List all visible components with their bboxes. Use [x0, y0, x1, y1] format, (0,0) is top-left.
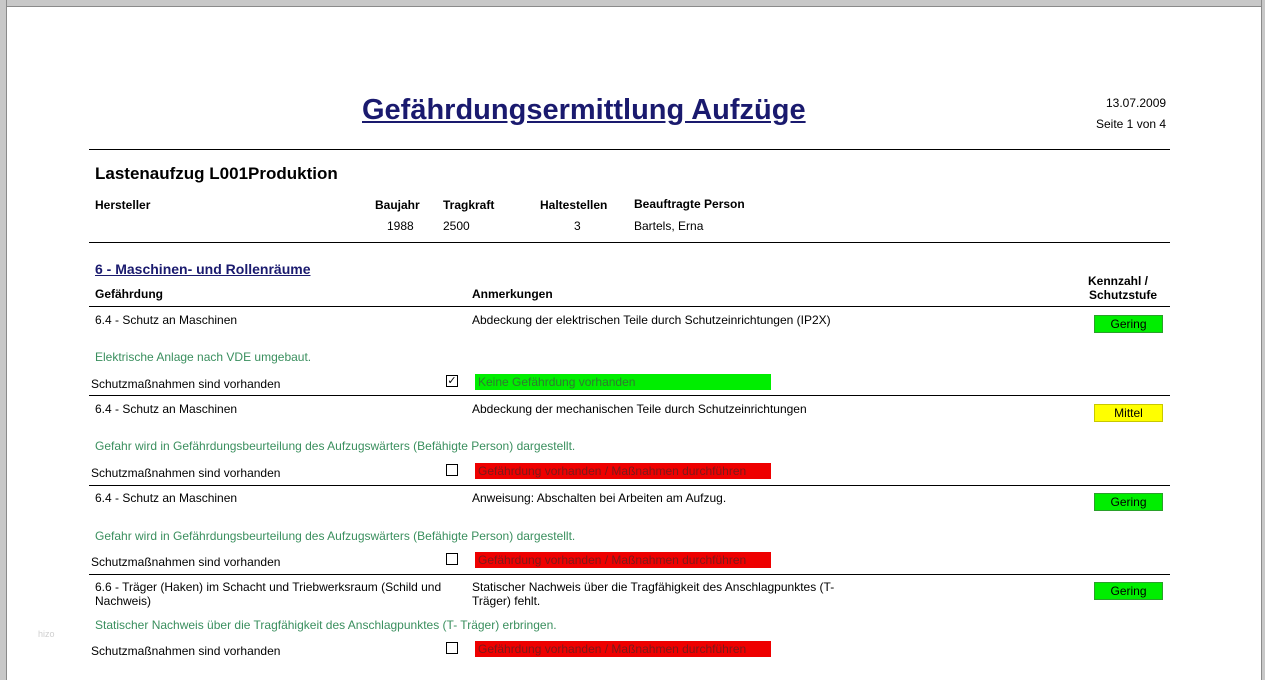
divider — [89, 306, 1170, 307]
device-name: Lastenaufzug L001Produktion — [95, 164, 338, 183]
window-frame-right — [1261, 0, 1265, 680]
stops-label: Haltestellen — [540, 198, 608, 212]
hazard-cell: 6.6 - Träger (Haken) im Schacht und Triebwerksraum (Schild und Nachweis) — [95, 580, 442, 608]
row-note: Gefahr wird in Gefährdungsbeurteilung des Aufzugswärters (Befähigte Person) dargestellt. — [95, 439, 576, 453]
status-bar: Gefährdung vorhanden / Maßnahmen durchführen — [475, 641, 771, 657]
rating-badge: Gering — [1094, 493, 1163, 511]
col-header-hazard: Gefährdung — [95, 287, 163, 301]
divider — [89, 149, 1170, 150]
row-note: Statischer Nachweis über die Tragfähigkeit des Anschlagpunktes (T- Träger) erbringen. — [95, 618, 557, 632]
measures-label: Schutzmaßnahmen sind vorhanden — [91, 644, 281, 658]
window-frame-top — [0, 0, 1265, 7]
measures-checkbox[interactable] — [446, 464, 458, 476]
report-date: 13.07.2009 — [1106, 96, 1167, 110]
remark-cell: Anweisung: Abschalten bei Arbeiten am Aufzug. — [472, 491, 727, 505]
measures-checkbox[interactable] — [446, 642, 458, 654]
page-title: Gefährdungsermittlung Aufzüge — [362, 94, 806, 126]
row-note: Elektrische Anlage nach VDE umgebaut. — [95, 350, 312, 364]
remark-cell: Abdeckung der mechanischen Teile durch Schutzeinrichtungen — [472, 402, 807, 416]
window-frame-left — [0, 0, 7, 680]
rating-badge: Gering — [1094, 582, 1163, 600]
status-bar: Keine Gefährdung vorhanden — [475, 374, 771, 390]
stops-value: 3 — [574, 219, 581, 233]
hazard-cell: 6.4 - Schutz an Maschinen — [95, 313, 238, 327]
watermark: hizo — [38, 629, 55, 639]
col-header-remarks: Anmerkungen — [472, 287, 553, 301]
measures-label: Schutzmaßnahmen sind vorhanden — [91, 377, 281, 391]
status-bar: Gefährdung vorhanden / Maßnahmen durchführen — [475, 463, 771, 479]
hazard-cell: 6.4 - Schutz an Maschinen — [95, 402, 238, 416]
row-note: Gefahr wird in Gefährdungsbeurteilung des Aufzugswärters (Befähigte Person) dargestellt. — [95, 529, 576, 543]
capacity-label: Tragkraft — [443, 198, 495, 212]
capacity-value: 2500 — [443, 219, 470, 233]
remark-cell: Statischer Nachweis über die Tragfähigkeit des Anschlagpunktes (T-Träger) fehlt. — [472, 580, 835, 608]
col-header-rating-2: Schutzstufe — [1089, 288, 1158, 302]
year-value: 1988 — [387, 219, 414, 233]
measures-label: Schutzmaßnahmen sind vorhanden — [91, 466, 281, 480]
section-title: 6 - Maschinen- und Rollenräume — [95, 261, 311, 277]
status-bar: Gefährdung vorhanden / Maßnahmen durchführen — [475, 552, 771, 568]
person-value: Bartels, Erna — [634, 219, 704, 233]
rating-badge: Mittel — [1094, 404, 1163, 422]
col-header-rating: Kennzahl / — [1088, 274, 1149, 288]
divider — [89, 242, 1170, 243]
divider — [89, 574, 1170, 575]
measures-checkbox[interactable] — [446, 553, 458, 565]
page-number: Seite 1 von 4 — [1096, 117, 1167, 131]
year-label: Baujahr — [375, 198, 420, 212]
hazard-cell: 6.4 - Schutz an Maschinen — [95, 491, 238, 505]
measures-label: Schutzmaßnahmen sind vorhanden — [91, 555, 281, 569]
manufacturer-label: Hersteller — [95, 198, 151, 212]
person-label: Beauftragte Person — [634, 197, 745, 211]
divider — [89, 485, 1170, 486]
rating-badge: Gering — [1094, 315, 1163, 333]
remark-cell: Abdeckung der elektrischen Teile durch Schutzeinrichtungen (IP2X) — [472, 313, 831, 327]
divider — [89, 395, 1170, 396]
measures-checkbox[interactable]: ✓ — [447, 375, 457, 387]
